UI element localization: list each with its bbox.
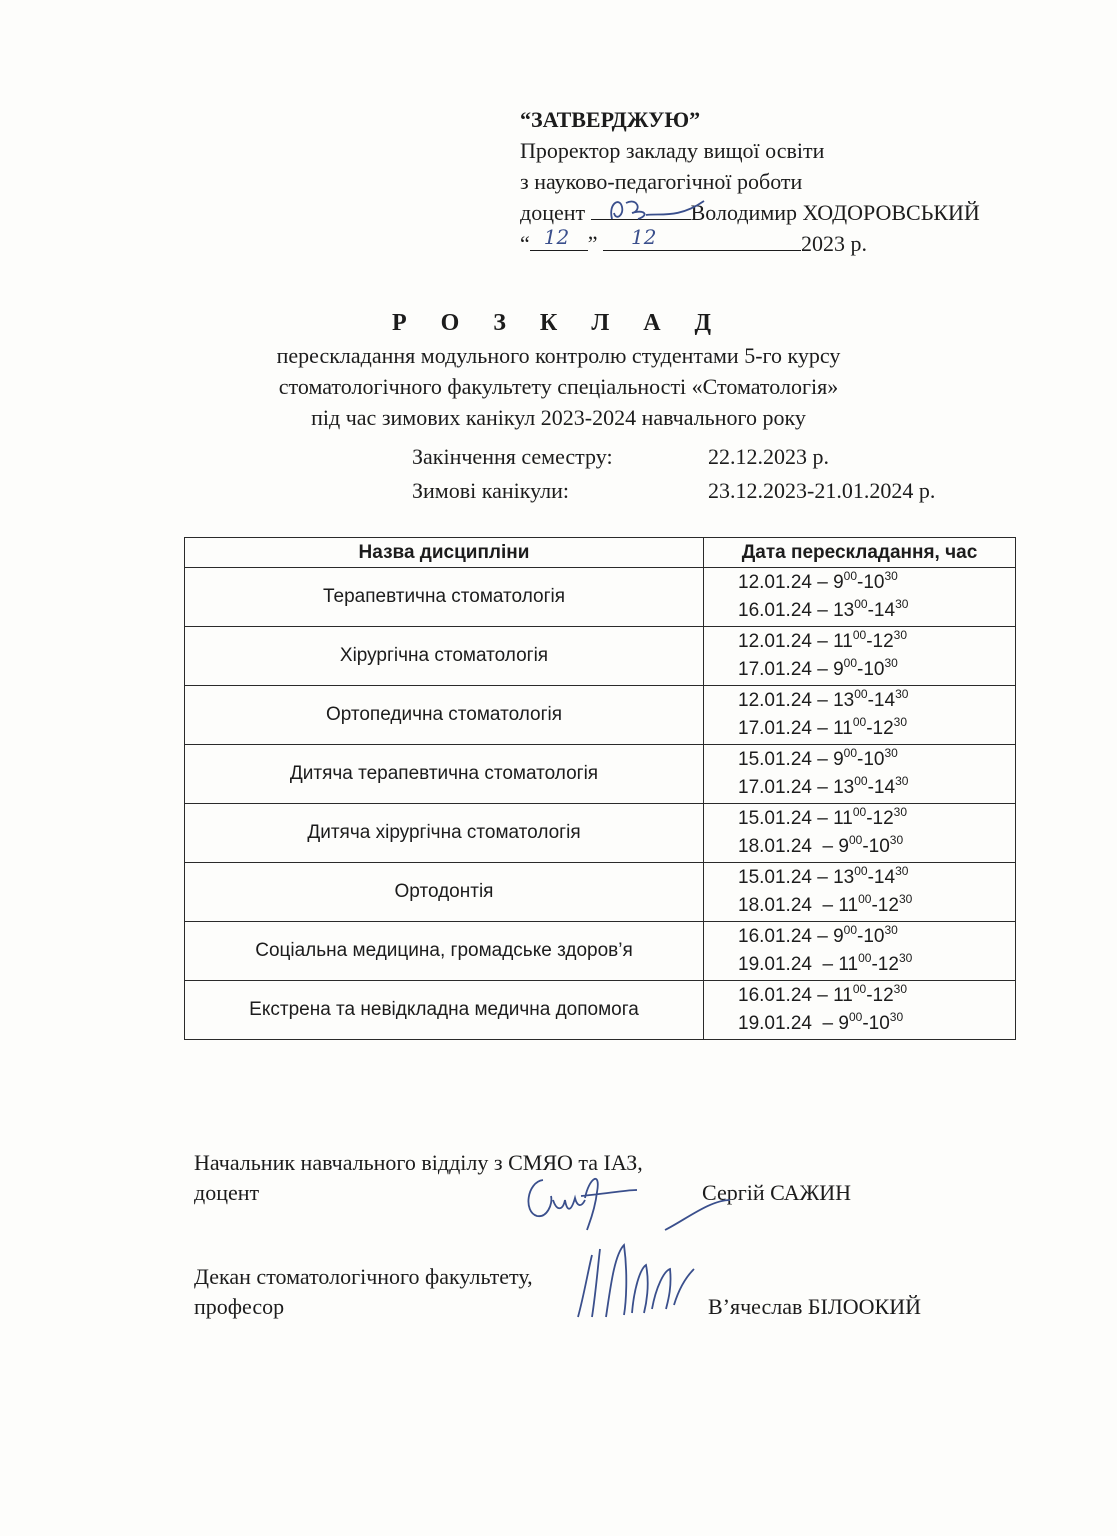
- table-row: [185, 745, 1016, 804]
- schedule-table: [184, 537, 1016, 1040]
- signer-2-rank: професор: [194, 1294, 285, 1319]
- slot-date: 15.01.24 –: [738, 808, 834, 829]
- slot-start-hour: 13: [833, 600, 855, 621]
- semester-end-row: [412, 440, 935, 474]
- slot-end-hour: -12: [866, 985, 894, 1006]
- date-slot: [738, 569, 1015, 597]
- holidays-label: Зимові канікули:: [412, 478, 569, 503]
- slot-end-hour: -10: [857, 659, 885, 680]
- dates-cell: [704, 568, 1016, 627]
- slot-start-hour: 11: [838, 954, 859, 975]
- slot-start-hour: 9: [838, 836, 849, 857]
- slot-end-hour: -10: [862, 836, 890, 857]
- slot-start-hour: 9: [833, 572, 844, 593]
- document-subtitle: [0, 340, 1117, 433]
- slot-end-hour: -10: [857, 572, 885, 593]
- date-slot: [738, 774, 1015, 802]
- discipline-cell: Хірургічна стоматологія: [185, 627, 704, 686]
- slot-date: 17.01.24 –: [738, 718, 834, 739]
- slot-date: 15.01.24 –: [738, 867, 834, 888]
- approval-date-line: “ 12 ” 12 2023 р.: [520, 228, 980, 259]
- dates-cell: [704, 922, 1016, 981]
- slot-end-hour: -10: [857, 749, 885, 770]
- slot-end-hour: -14: [867, 600, 896, 621]
- slot-date: 15.01.24 –: [738, 749, 834, 770]
- subtitle-line-2: стоматологічного факультету спеціальності «Стоматологія»: [278, 374, 839, 399]
- table-row: [185, 627, 1016, 686]
- table-row: [185, 804, 1016, 863]
- slot-start-hour: 13: [833, 867, 855, 888]
- slot-start-min: 00: [854, 864, 868, 878]
- slot-date: 12.01.24 –: [738, 690, 834, 711]
- header-date: Дата перескладання, час: [704, 538, 1016, 568]
- signer-2-name: В’ячеслав БІЛООКИЙ: [708, 1294, 921, 1319]
- slot-end-min: 30: [889, 833, 904, 847]
- signer-2-signature-scribble: [570, 1225, 700, 1325]
- slot-end-hour: -12: [866, 718, 894, 739]
- discipline-cell: Дитяча терапевтична стоматологія: [185, 745, 704, 804]
- slot-end-min: 30: [895, 687, 909, 701]
- slot-date: 12.01.24 –: [738, 572, 834, 593]
- dates-cell: [704, 863, 1016, 922]
- date-slot: [738, 715, 1015, 743]
- slot-end-hour: -10: [857, 926, 885, 947]
- table-body: [185, 568, 1016, 1040]
- slot-date: 19.01.24 –: [738, 1013, 839, 1034]
- slot-start-hour: 11: [833, 718, 853, 739]
- approval-line-2: з науково-педагогічної роботи: [520, 169, 803, 194]
- slot-start-min: 00: [848, 833, 863, 847]
- slot-start-hour: 13: [833, 777, 855, 798]
- discipline-cell: Ортопедична стоматологія: [185, 686, 704, 745]
- slot-date: 18.01.24 –: [738, 836, 839, 857]
- slot-end-hour: -12: [871, 954, 899, 975]
- slot-start-hour: 9: [833, 659, 844, 680]
- table-row: [185, 922, 1016, 981]
- slot-end-min: 30: [898, 892, 913, 906]
- dates-cell: [704, 981, 1016, 1040]
- date-slot: [738, 746, 1015, 774]
- table-header-row: [185, 538, 1016, 568]
- table-row: [185, 686, 1016, 745]
- approval-date-day-blank: [530, 225, 588, 251]
- discipline-cell: Екстрена та невідкладна медична допомога: [185, 981, 704, 1040]
- semester-end-value: 22.12.2023 р.: [708, 444, 829, 469]
- slot-end-hour: -14: [867, 867, 896, 888]
- signer-1-name: Сергій САЖИН: [702, 1180, 852, 1205]
- slot-end-min: 30: [884, 746, 898, 760]
- slot-end-hour: -14: [867, 690, 896, 711]
- slot-date: 18.01.24 –: [738, 895, 839, 916]
- approval-date-day: 12: [543, 225, 570, 249]
- slot-end-min: 30: [889, 1010, 904, 1024]
- slot-end-min: 30: [893, 715, 908, 729]
- slot-start-hour: 11: [833, 808, 853, 829]
- date-slot: [738, 656, 1015, 684]
- slot-start-min: 00: [852, 805, 867, 819]
- date-slot: [738, 805, 1015, 833]
- approval-date-year: 2023 р.: [801, 231, 868, 256]
- table-row: [185, 981, 1016, 1040]
- slot-start-min: 00: [854, 774, 868, 788]
- approval-stamp: “ЗАТВЕРДЖУЮ”: [520, 107, 701, 132]
- slot-date: 12.01.24 –: [738, 631, 834, 652]
- slot-date: 16.01.24 –: [738, 926, 834, 947]
- dates-cell: [704, 804, 1016, 863]
- subtitle-line-3: під час зимових канікул 2023-2024 навчального року: [311, 405, 806, 430]
- header-discipline: Назва дисципліни: [185, 538, 704, 568]
- slot-end-min: 30: [895, 774, 909, 788]
- slot-start-min: 00: [858, 892, 872, 906]
- approval-line-1: Проректор закладу вищої освіти: [520, 138, 825, 163]
- table-row: [185, 568, 1016, 627]
- discipline-cell: Терапевтична стоматологія: [185, 568, 704, 627]
- date-slot: [738, 597, 1015, 625]
- date-slot: [738, 1010, 1015, 1038]
- slot-end-min: 30: [884, 569, 898, 583]
- slot-start-min: 00: [852, 628, 867, 642]
- dates-cell: [704, 745, 1016, 804]
- date-slot: [738, 923, 1015, 951]
- approval-name: Володимир ХОДОРОВСЬКИЙ: [690, 200, 980, 225]
- date-slot: [738, 864, 1015, 892]
- slot-start-min: 00: [843, 746, 858, 760]
- slot-end-min: 30: [893, 805, 908, 819]
- slot-start-hour: 9: [838, 1013, 849, 1034]
- discipline-cell: Соціальна медицина, громадське здоров’я: [185, 922, 704, 981]
- slot-start-min: 00: [852, 715, 867, 729]
- slot-end-min: 30: [884, 656, 898, 670]
- slot-date: 17.01.24 –: [738, 777, 834, 798]
- slot-start-hour: 11: [838, 895, 859, 916]
- slot-start-min: 00: [843, 923, 858, 937]
- slot-start-min: 00: [843, 569, 858, 583]
- approval-date-month: 12: [631, 225, 657, 249]
- signer-2-position: Декан стоматологічного факультету,: [194, 1264, 533, 1289]
- date-slot: [738, 833, 1015, 861]
- slot-start-hour: 11: [833, 985, 853, 1006]
- date-slot: [738, 628, 1015, 656]
- date-slot: [738, 951, 1015, 979]
- slot-end-hour: -10: [862, 1013, 890, 1034]
- subtitle-line-1: перескладання модульного контролю студентами 5-го курсу: [276, 343, 841, 368]
- approval-date-month-blank: [603, 225, 801, 251]
- slot-start-min: 00: [858, 951, 872, 965]
- holidays-row: [412, 474, 935, 508]
- slot-end-min: 30: [893, 982, 908, 996]
- table-row: [185, 863, 1016, 922]
- slot-start-min: 00: [852, 982, 867, 996]
- date-slot: [738, 687, 1015, 715]
- slot-date: 19.01.24 –: [738, 954, 839, 975]
- date-slot: [738, 982, 1015, 1010]
- slot-end-hour: -12: [866, 631, 894, 652]
- discipline-cell: Ортодонтія: [185, 863, 704, 922]
- slot-end-min: 30: [893, 628, 908, 642]
- semester-info: [412, 440, 935, 508]
- slot-end-min: 30: [895, 864, 909, 878]
- slot-start-min: 00: [843, 656, 858, 670]
- slot-start-min: 00: [854, 687, 868, 701]
- slot-start-hour: 9: [833, 926, 844, 947]
- slot-date: 16.01.24 –: [738, 600, 834, 621]
- date-slot: [738, 892, 1015, 920]
- holidays-value: 23.12.2023-21.01.2024 р.: [708, 478, 936, 503]
- slot-end-min: 30: [884, 923, 898, 937]
- slot-date: 17.01.24 –: [738, 659, 834, 680]
- signature-block-2: [194, 1262, 533, 1322]
- slot-end-min: 30: [898, 951, 913, 965]
- slot-start-hour: 9: [833, 749, 844, 770]
- approval-signature-line: [520, 197, 980, 228]
- signer-1-position: Начальник навчального відділу з СМЯО та ІАЗ,: [194, 1150, 643, 1175]
- discipline-cell: Дитяча хірургічна стоматологія: [185, 804, 704, 863]
- dates-cell: [704, 627, 1016, 686]
- dates-cell: [704, 686, 1016, 745]
- approval-rank: доцент: [520, 200, 586, 225]
- signer-1-rank: доцент: [194, 1180, 260, 1205]
- semester-end-label: Закінчення семестру:: [412, 444, 613, 469]
- slot-start-min: 00: [854, 597, 868, 611]
- slot-start-hour: 11: [833, 631, 853, 652]
- slot-end-hour: -12: [866, 808, 894, 829]
- slot-end-hour: -12: [871, 895, 899, 916]
- approval-block: [520, 104, 980, 259]
- slot-date: 16.01.24 –: [738, 985, 834, 1006]
- slot-start-min: 00: [848, 1010, 863, 1024]
- approval-signature-scribble: [598, 193, 710, 227]
- slot-end-hour: -14: [867, 777, 896, 798]
- slot-end-min: 30: [895, 597, 909, 611]
- slot-start-hour: 13: [833, 690, 855, 711]
- document-title: Р О З К Л А Д: [391, 310, 726, 336]
